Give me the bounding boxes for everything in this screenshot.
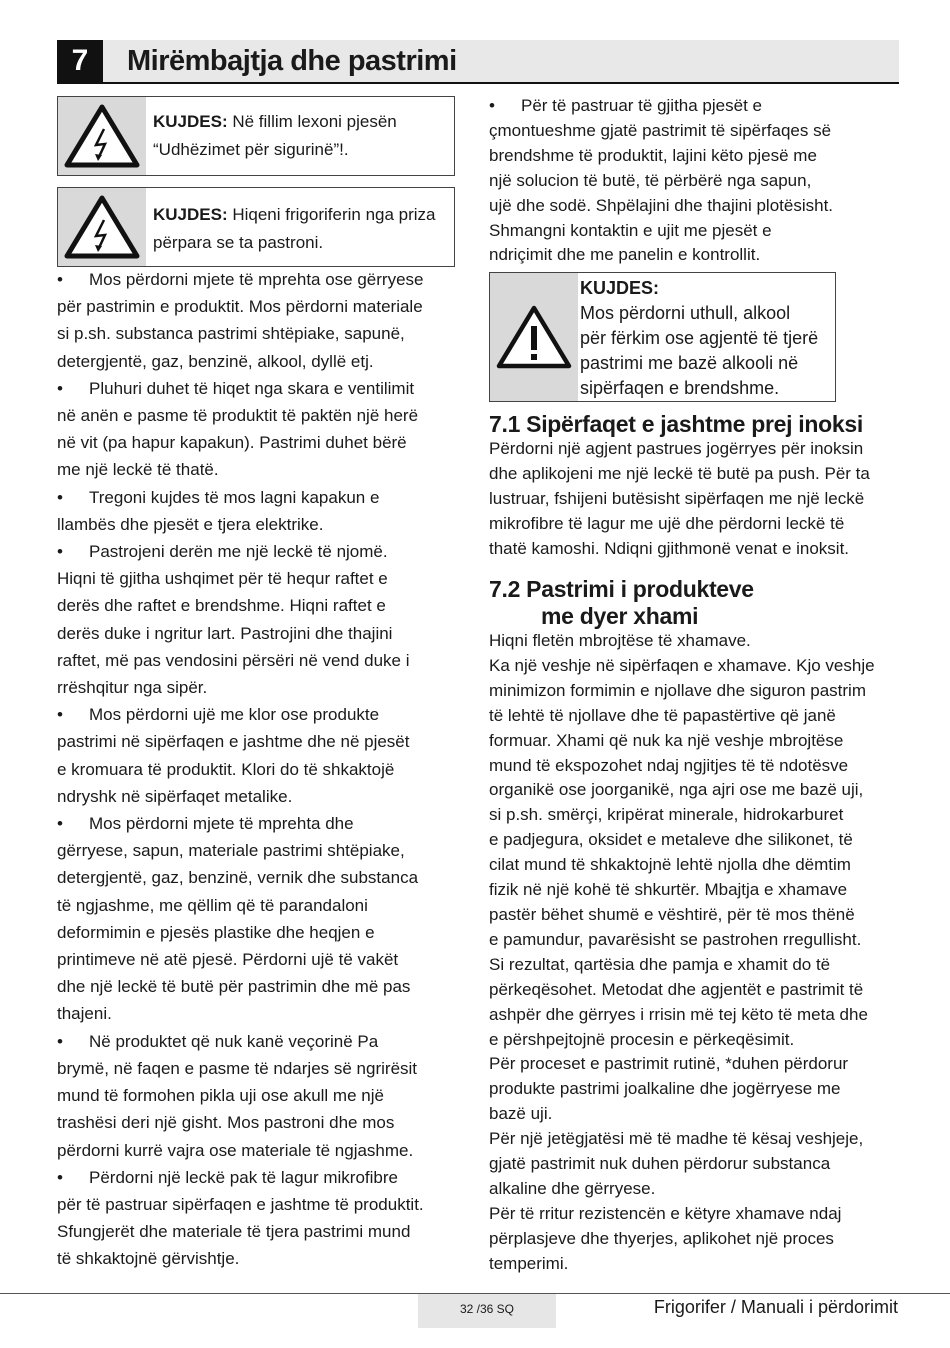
line-text: brymë, në faqen e pasme të ndarjes së ngrirësit: [57, 1058, 418, 1078]
text-line: [57, 620, 457, 647]
text-line: [57, 402, 457, 429]
text-line: [57, 538, 457, 565]
text-line: [489, 1227, 904, 1252]
section-7-1-title: 7.1 Sipërfaqet e jashtme prej inoksi: [489, 411, 863, 437]
text-line: [57, 592, 457, 619]
section-7-2-body: [489, 629, 904, 1277]
line-text: cilat mund të shkaktojnë lehtë njolla dhe dëmtim: [489, 855, 851, 875]
text-line: [489, 119, 899, 144]
text-line: [580, 376, 818, 401]
text-line: [57, 1245, 457, 1272]
line-text: Pluhuri duhet të hiqet nga skara e ventilimit: [89, 378, 415, 398]
line-text: e padjegura, oksidet e metaleve dhe silikonet, të: [489, 830, 853, 850]
text-line: [57, 375, 457, 402]
text-line: [57, 348, 457, 375]
line-text: e kromuara të produktit. Klori do të shkaktojë: [57, 759, 395, 779]
line-text: të shkaktojnë gërvishtje.: [57, 1249, 240, 1269]
text-line: [489, 169, 899, 194]
line-text: pastër bëhet shumë e vështirë, për të mos thënë: [489, 904, 855, 924]
line-text: përdorni kurrë vajra ose materiale të ngjashme.: [57, 1140, 414, 1160]
text-line: [489, 512, 904, 537]
line-text: pastrimi me bazë alkooli në: [580, 353, 799, 373]
line-text: ndryshk në sipërfaqet metalike.: [57, 786, 293, 806]
text-line: [489, 243, 899, 268]
text-line: [489, 487, 904, 512]
text-line: [57, 783, 457, 810]
line-text: Hiqni të gjitha ushqimet për të hequr raftet e: [57, 569, 388, 589]
line-text: llambës dhe pjesët e tjera elektrike.: [57, 514, 324, 534]
line-text: derës dhe raftet e brendshme. Hiqni raftet e: [57, 596, 386, 616]
text-line: [57, 647, 457, 674]
line-text: Sfungjerët dhe materiale të tjera pastrimi mund: [57, 1222, 411, 1242]
line-text: fizik në një kohë të shkurtër. Mbajtja e xhamave: [489, 880, 848, 900]
warning-box-unplug: [57, 187, 455, 267]
chapter-header: [57, 40, 899, 84]
line-text: në anën e pasme të produktit të paktën një herë: [57, 406, 419, 426]
line-text: Hiqni fletën mbrojtëse të xhamave.: [489, 631, 751, 650]
line-text: minimizon formimin e njollave dhe siguron pastrim: [489, 680, 866, 700]
text-line: [57, 919, 457, 946]
line-text: Pastrojeni derën me një leckë të njomë.: [89, 542, 388, 562]
line-text: për pastrimin e produktit. Mos përdorni materiale: [57, 297, 423, 317]
line-text: të ngjashme, me qëllim që të parandaloni: [57, 895, 368, 915]
line-text: Mos përdorni ujë me klor ose produkte: [89, 705, 380, 725]
text-line: [489, 94, 899, 119]
line-text: mikrofibre të lagur me ujë dhe përdorni leckë të: [489, 513, 845, 533]
line-text: produkte pastrimi joalkaline dhe jogërryese me: [489, 1079, 841, 1099]
line-text: pastrimi në sipërfaqen e jashtme dhe në pjesët: [57, 732, 410, 752]
line-text: derës duke i ngritur lart. Pastrojini dhe thajini: [57, 623, 393, 643]
text-line: [489, 462, 904, 487]
line-text: e përshpejtojnë procesin e përkeqësimit.: [489, 1029, 795, 1049]
text-line: [57, 320, 457, 347]
bullet-point: •: [57, 270, 63, 289]
text-line: [57, 1055, 457, 1082]
text-line: [57, 973, 457, 1000]
line-text: ashpër dhe gërryes i rrisin më tej këto të meta dhe: [489, 1004, 868, 1024]
text-line: [489, 853, 904, 878]
text-line: [489, 1102, 904, 1127]
text-line: [57, 1137, 457, 1164]
bullet-point: •: [57, 705, 63, 725]
line-text: një solucion të butë, të përbërë nga sapun,: [489, 170, 812, 190]
text-line: [489, 903, 904, 928]
warning-box-read-safety: [57, 96, 455, 176]
bullet-point: •: [57, 542, 63, 562]
line-text: gërryese, sapun, materiale pastrimi shtëpiake,: [57, 841, 405, 861]
line-text: të lehtë të njollave dhe të papastërtive që janë: [489, 705, 836, 725]
text-line: [57, 293, 457, 320]
line-text: Shmangni kontaktin e ujit me pjesët e: [489, 220, 772, 240]
text-line: [57, 456, 457, 483]
line-text: thajeni.: [57, 1004, 112, 1024]
line-text: Për të rritur rezistencën e këtyre xhamave ndaj: [489, 1203, 842, 1223]
text-line: [489, 953, 904, 978]
line-text: deformimin e pjesës plastike dhe heqjen e: [57, 922, 375, 942]
text-line: [489, 1252, 904, 1277]
section-7-1-body: [489, 437, 904, 562]
line-text: alkaline dhe gërryese.: [489, 1178, 656, 1198]
text-line: [57, 484, 457, 511]
chapter-number: 7: [57, 40, 103, 82]
line-text: raftet, më pas vendosini përsëri në vend duke i: [57, 650, 410, 670]
text-line: [57, 810, 457, 837]
text-line: [489, 144, 899, 169]
line-text: mund të ekspozohet ndaj ngjitjes të të ndotësve: [489, 755, 849, 775]
warning-text: Në fillim lexoni pjesën: [227, 112, 397, 131]
text-line: [57, 1082, 457, 1109]
line-text: e pamundur, pavarësisht se pastrohen rregullisht.: [489, 929, 862, 949]
text-line: [57, 511, 457, 538]
line-text: Tregoni kujdes të mos lagni kapakun e: [89, 487, 380, 507]
text-line: [580, 351, 818, 376]
text-line: [57, 946, 457, 973]
text-line: [489, 219, 899, 244]
text-line: [489, 194, 899, 219]
line-text: organikë ose joorganikë, nga ajri ose me bazë uji,: [489, 780, 864, 800]
text-line: [57, 1000, 457, 1027]
warning-label: KUJDES:: [153, 112, 228, 131]
text-line: [489, 1077, 904, 1102]
line-text: Përdorni një leckë pak të lagur mikrofibre: [89, 1167, 398, 1187]
text-line: [489, 537, 904, 562]
bullet-point: •: [57, 378, 63, 398]
line-text: ndriçimit dhe me panelin e kontrollit.: [489, 245, 761, 265]
line-text: përplasjeve dhe thyerjes, aplikohet një proces: [489, 1228, 834, 1248]
warning-label: KUJDES:: [153, 205, 228, 224]
text-line: [57, 429, 457, 456]
bullet-point: •: [57, 814, 63, 834]
text-line: [57, 837, 457, 864]
text-line: [57, 1218, 457, 1245]
caution-label: KUJDES:: [580, 278, 660, 298]
line-text: gjatë pastrimit nuk duhen përdorur substanca: [489, 1154, 831, 1174]
line-text: brendshme të produktit, lajini këto pjesë me: [489, 145, 817, 165]
line-text: Ka një veshje në sipërfaqen e xhamave. Kjo veshje: [489, 655, 875, 675]
line-text: çmontueshme gjatë pastrimit të sipërfaqes së: [489, 120, 832, 140]
text-line: [57, 1028, 457, 1055]
line-text: mund të formohen pikla uji ose akull me një: [57, 1086, 384, 1106]
line-text: Përdorni një agjent pastrues jogërryes për inoksin: [489, 439, 864, 458]
electric-hazard-icon: [58, 188, 146, 266]
text-line: [57, 864, 457, 891]
text-line: [489, 1152, 904, 1177]
line-text: rrëshqitur nga sipër.: [57, 678, 208, 698]
line-text: Si rezultat, qartësia dhe pamja e xhamit do të: [489, 954, 831, 974]
text-line: [489, 1202, 904, 1227]
line-text: dhe aplikojeni me një leckë të butë pa push. Për ta: [489, 463, 870, 483]
line-text: Mos përdorni mjete të mprehta ose gërryese: [89, 270, 424, 289]
right-column-intro: [489, 94, 899, 268]
text-line: [489, 1127, 904, 1152]
warning-text: Hiqeni frigoriferin nga priza: [227, 205, 436, 224]
line-text: lustruar, fshijeni butësisht sipërfaqen me një leckë: [489, 488, 865, 508]
text-line: [57, 756, 457, 783]
bullet-point: •: [57, 487, 63, 507]
line-text: trashësi deri një gisht. Mos pastroni dhe mos: [57, 1113, 395, 1133]
line-text: Për një jetëgjatësi më të madhe të kësaj veshjeje,: [489, 1129, 864, 1149]
text-line: [580, 301, 818, 326]
line-text: Mos përdorni uthull, alkool: [580, 303, 791, 323]
line-text: Në produktet që nuk kanë veçorinë Pa: [89, 1031, 379, 1051]
text-line: [489, 437, 904, 462]
line-text: Për proceset e pastrimit rutinë, *duhen përdorur: [489, 1054, 849, 1074]
bullet-point: •: [489, 96, 495, 115]
text-line: [489, 828, 904, 853]
line-text: Për të pastruar të gjitha pjesët e: [521, 96, 762, 115]
caution-box-alcohol: [489, 272, 836, 402]
text-line: [57, 674, 457, 701]
section-7-2-title-line2: me dyer xhami: [541, 603, 699, 629]
line-text: për të pastruar sipërfaqen e jashtme të produktit.: [57, 1194, 424, 1214]
text-line: [489, 978, 904, 1003]
text-line: [57, 565, 457, 592]
electric-hazard-icon: [58, 97, 146, 175]
line-text: bazë uji.: [489, 1104, 553, 1124]
line-text: si p.sh. smërçi, kripërat minerale, hidrokarburet: [489, 805, 844, 825]
line-text: me një leckë të thatë.: [57, 460, 219, 480]
line-text: thatë kamoshi. Ndiqni gjithmonë venat e inoksit.: [489, 538, 850, 558]
line-text: Mos përdorni mjete të mprehta dhe: [89, 814, 354, 834]
line-text: dhe një leckë të butë për pastrimin dhe më pas: [57, 977, 411, 997]
text-line: [489, 803, 904, 828]
section-7-2-title-line1: 7.2 Pastrimi i produkteve: [489, 576, 754, 602]
text-line: [489, 778, 904, 803]
chapter-title: Mirëmbajtja dhe pastrimi: [127, 45, 457, 77]
text-line: [57, 701, 457, 728]
text-line: [489, 679, 904, 704]
text-line: [57, 1164, 457, 1191]
text-line: [489, 704, 904, 729]
warning-text: “Udhëzimet për sigurinë”!.: [153, 140, 349, 159]
bullet-point: •: [57, 1167, 63, 1187]
page-number: 32 /36 SQ: [418, 1294, 556, 1328]
text-line: [489, 1028, 904, 1053]
left-column-text: [57, 266, 457, 1273]
text-line: [489, 878, 904, 903]
line-text: printimeve në atë pjesë. Përdorni ujë të vakët: [57, 950, 399, 970]
text-line: [489, 754, 904, 779]
line-text: ujë dhe sodë. Shpëlajini dhe thajini plotësisht.: [489, 195, 834, 215]
text-line: [57, 728, 457, 755]
line-text: përkeqësohet. Metodat dhe agjentët e pastrimit të: [489, 979, 864, 999]
text-line: [489, 654, 904, 679]
text-line: [489, 729, 904, 754]
line-text: formuar. Xhami që nuk ka një veshje mbrojtëse: [489, 730, 844, 750]
text-line: [489, 629, 904, 654]
text-line: [57, 1109, 457, 1136]
text-line: [57, 266, 457, 293]
text-line: [489, 1003, 904, 1028]
line-text: sipërfaqen e brendshme.: [580, 378, 780, 398]
warning-text: përpara se ta pastroni.: [153, 233, 324, 252]
text-line: [57, 892, 457, 919]
line-text: për fërkim ose agjentë të tjerë: [580, 328, 819, 348]
line-text: detergjentë, gaz, benzinë, alkool, dyllë etj.: [57, 351, 374, 371]
text-line: [57, 1191, 457, 1218]
line-text: si p.sh. substanca pastrimi shtëpiake, sapunë,: [57, 324, 405, 344]
warning-triangle-icon: [490, 273, 578, 401]
line-text: detergjentë, gaz, benzinë, vernik dhe substanca: [57, 868, 419, 888]
section-7-2-title: [489, 576, 754, 630]
line-text: në vit (pa hapur kapakun). Pastrimi duhet bërë: [57, 433, 407, 453]
text-line: [489, 1177, 904, 1202]
text-line: [580, 326, 818, 351]
text-line: [489, 1052, 904, 1077]
line-text: temperimi.: [489, 1253, 569, 1273]
text-line: [489, 928, 904, 953]
footer-manual-title: Frigorifer / Manuali i përdorimit: [653, 1297, 898, 1317]
bullet-point: •: [57, 1031, 63, 1051]
